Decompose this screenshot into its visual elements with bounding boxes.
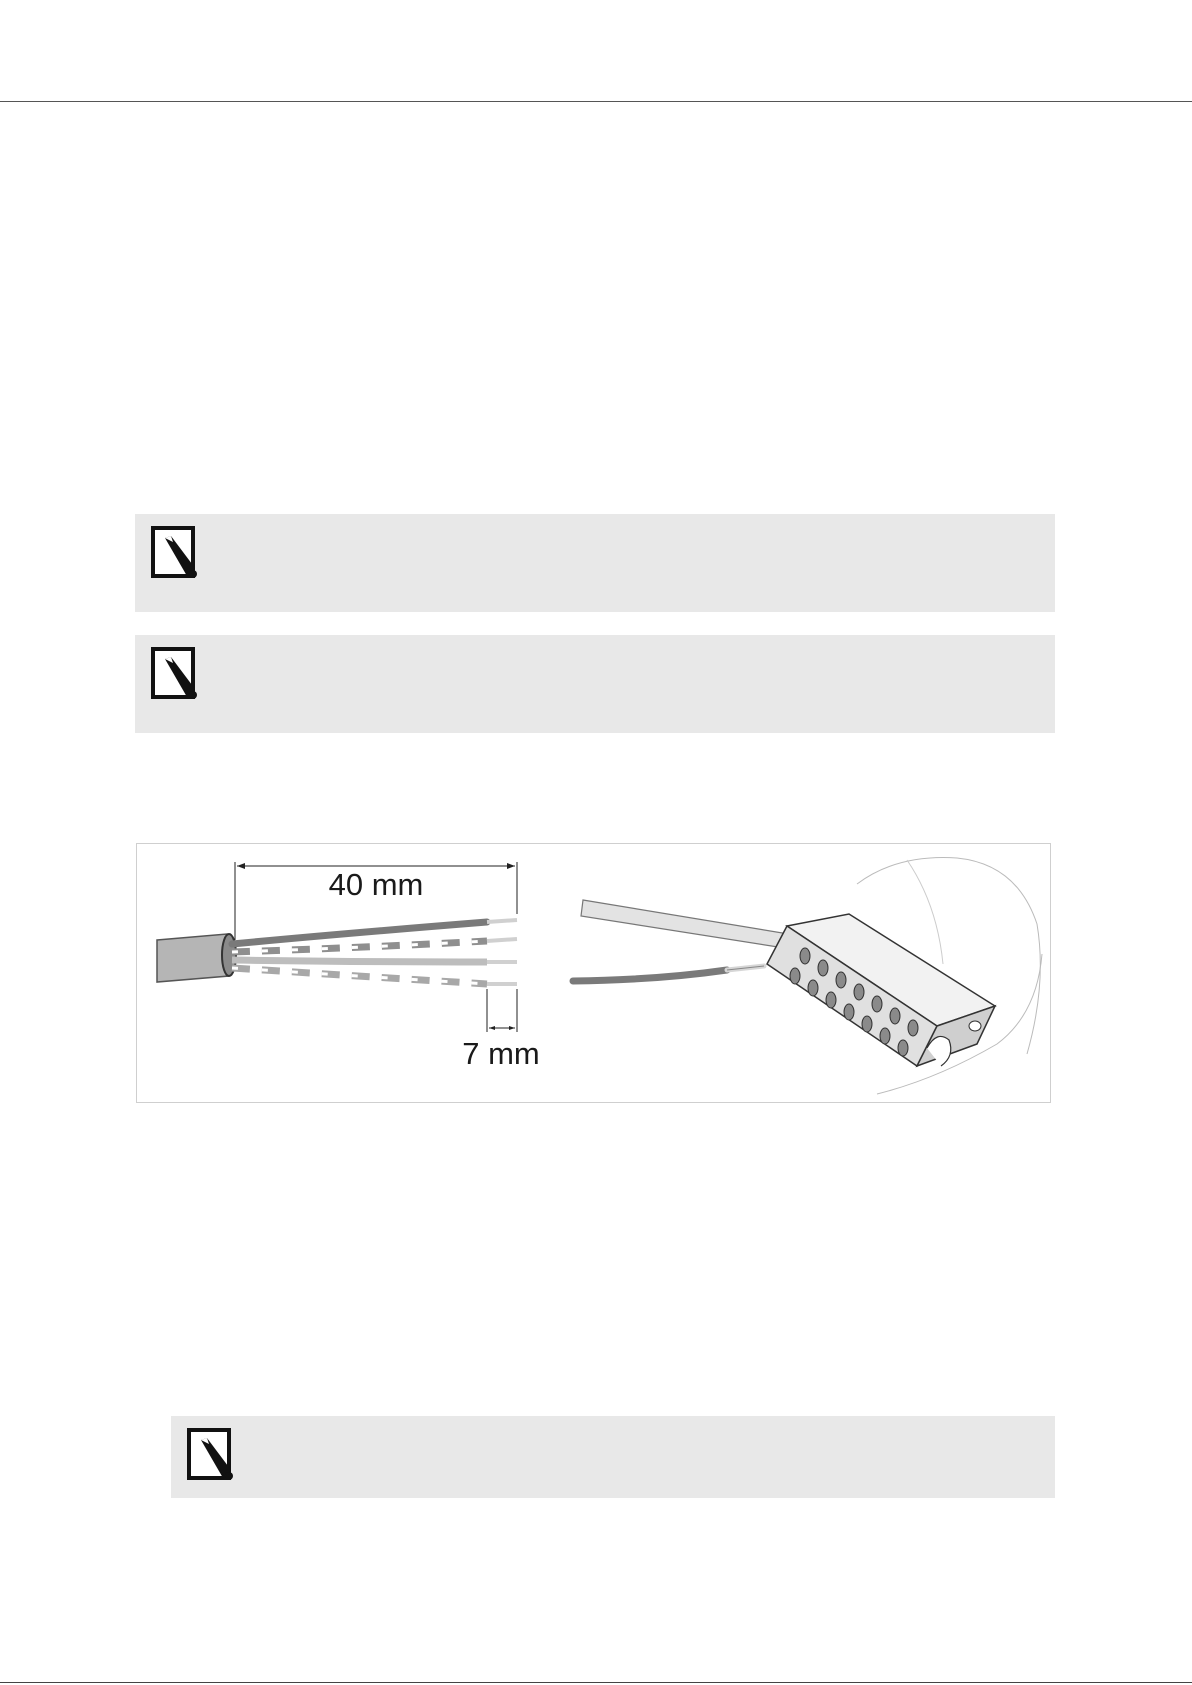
note-box-1	[135, 514, 1055, 612]
note-pencil-icon	[151, 647, 199, 703]
dimension-40mm-label: 40 mm	[328, 867, 424, 902]
note-pencil-icon	[151, 526, 199, 582]
note-box-3	[171, 1416, 1055, 1498]
note-pencil-icon	[187, 1428, 235, 1484]
cable-stripping-figure	[136, 843, 1051, 1103]
note-box-2	[135, 635, 1055, 733]
dimension-7mm-label: 7 mm	[462, 1036, 540, 1071]
cable-illustration	[137, 844, 1050, 1102]
terminal-block	[767, 914, 995, 1066]
header-rule	[0, 101, 1192, 102]
footer-rule	[0, 1682, 1192, 1683]
